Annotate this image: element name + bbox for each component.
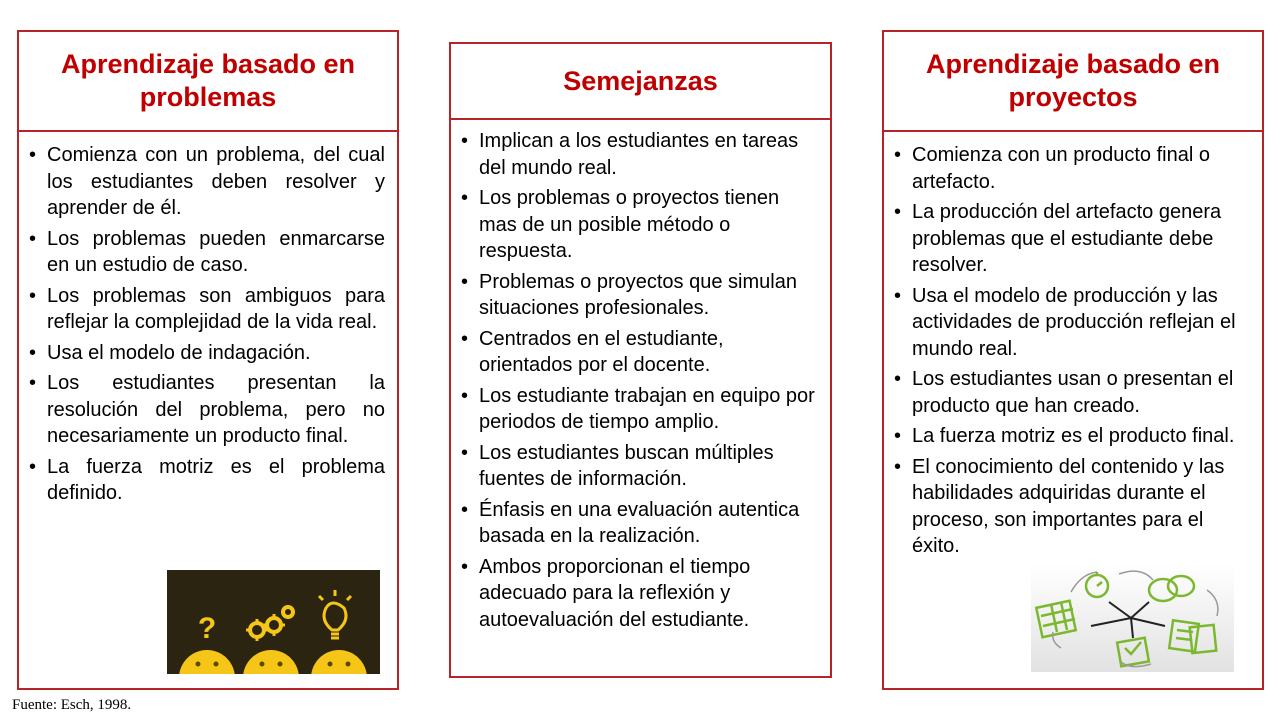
projects-list — [894, 142, 1250, 560]
svg-text:?: ? — [197, 612, 217, 645]
thinking-faces-icon — [167, 570, 380, 674]
projects-body — [884, 132, 1262, 560]
similarities-list — [461, 128, 818, 633]
list-item: • Los estudiantes buscan múltiples fuentes de información. — [461, 440, 818, 493]
list-item: • La producción del artefacto genera problemas que el estudiante debe resolver. — [894, 199, 1250, 279]
similarities-column — [449, 42, 832, 678]
thinking-faces-image — [167, 570, 380, 674]
list-item: • El conocimiento del contenido y las habilidades adquiridas durante el proceso, son importantes para el éxito. — [894, 454, 1250, 560]
list-item: • Los problemas o proyectos tienen mas de un posible método o respuesta. — [461, 185, 818, 265]
projects-title: Aprendizaje basado en proyectos — [884, 32, 1262, 132]
list-item: • Implican a los estudiantes en tareas del mundo real. — [461, 128, 818, 181]
list-item: • Los estudiantes presentan la resolución del problema, pero no necesariamente un producto final. — [29, 370, 385, 450]
list-item: • Usa el modelo de indagación. — [29, 340, 385, 367]
list-item: • Comienza con un problema, del cual los estudiantes deben resolver y aprender de él. — [29, 142, 385, 222]
similarities-title: Semejanzas — [451, 44, 830, 120]
list-item: • La fuerza motriz es el problema definido. — [29, 454, 385, 507]
list-item: • Énfasis en una evaluación autentica basada en la realización. — [461, 497, 818, 550]
projects-column — [882, 30, 1264, 690]
list-item: • Centrados en el estudiante, orientados por el docente. — [461, 326, 818, 379]
list-item: • Usa el modelo de producción y las actividades de producción reflejan el mundo real. — [894, 283, 1250, 363]
problems-title: Aprendizaje basado en problemas — [19, 32, 397, 132]
project-icons-image — [1031, 564, 1234, 672]
list-item: • Ambos proporcionan el tiempo adecuado para la reflexión y autoevaluación del estudiante. — [461, 554, 818, 634]
list-item: • La fuerza motriz es el producto final. — [894, 423, 1250, 450]
list-item: • Problemas o proyectos que simulan situaciones profesionales. — [461, 269, 818, 322]
list-item: • Los problemas pueden enmarcarse en un estudio de caso. — [29, 226, 385, 279]
problems-body — [19, 132, 397, 645]
list-item: • Los estudiante trabajan en equipo por periodos de tiempo amplio. — [461, 383, 818, 436]
problems-column — [17, 30, 399, 690]
list-item: • Comienza con un producto final o artefacto. — [894, 142, 1250, 195]
project-icons-icon — [1031, 564, 1234, 672]
list-item: • Los estudiantes usan o presentan el producto que han creado. — [894, 366, 1250, 419]
source-citation: Fuente: Esch, 1998. — [12, 697, 132, 713]
similarities-body — [451, 120, 830, 633]
list-item: • Los problemas son ambiguos para reflejar la complejidad de la vida real. — [29, 283, 385, 336]
problems-list — [29, 142, 385, 507]
